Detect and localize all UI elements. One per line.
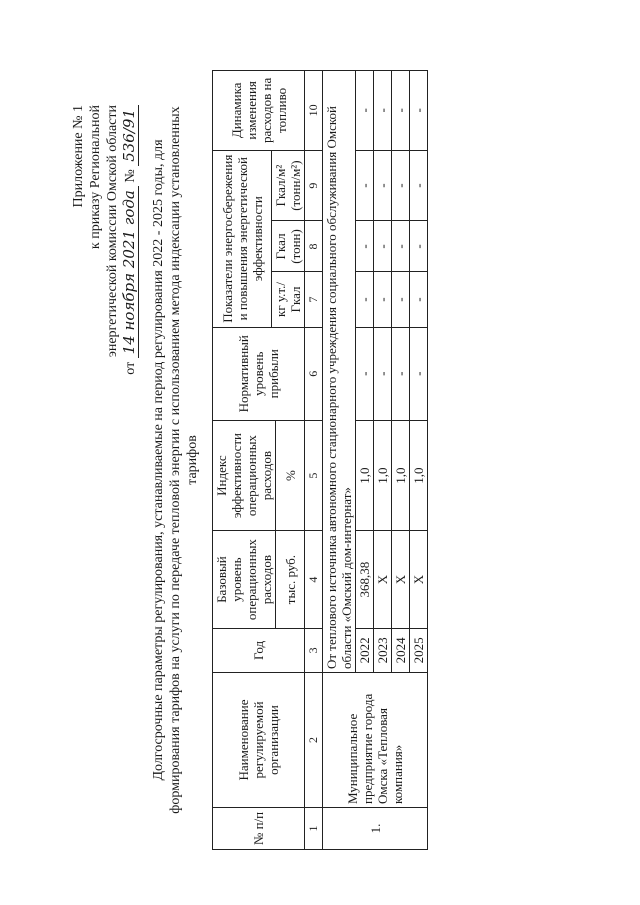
cell-c8: -: [356, 221, 374, 272]
header-num: № п/п: [213, 807, 305, 849]
col-number: 6: [305, 327, 323, 420]
appendix-line-1: Приложение № 1: [71, 105, 86, 208]
cell-year: 2023: [374, 628, 392, 672]
cell-c10: -: [374, 71, 392, 151]
appendix-line-3: энергетической комиссии Омской области: [105, 105, 120, 358]
cell-c7: -: [374, 272, 392, 327]
col-number: 2: [305, 673, 323, 808]
from-prefix: от: [123, 361, 138, 375]
cell-c10: -: [356, 71, 374, 151]
cell-c7: -: [356, 272, 374, 327]
handwritten-number: 536/91: [120, 105, 139, 166]
unit-index: %: [276, 420, 305, 531]
appendix-line-2: к приказу Региональной: [88, 105, 103, 250]
cell-c10: -: [392, 71, 410, 151]
cell-profit: -: [410, 327, 428, 420]
handwritten-date: 14 ноября 2021 года: [120, 186, 139, 358]
col-number: 8: [305, 221, 323, 272]
cell-index: 1,0: [392, 420, 410, 531]
cell-c7: -: [392, 272, 410, 327]
header-sub8: Гкал (тонн): [272, 221, 305, 272]
cell-base: X: [392, 531, 410, 628]
cell-year: 2025: [410, 628, 428, 672]
col-number: 10: [305, 71, 323, 151]
col-number: 5: [305, 420, 323, 531]
cell-c7: -: [410, 272, 428, 327]
header-fuel: Динамика изменения расходов на топливо: [213, 71, 305, 151]
cell-profit: -: [392, 327, 410, 420]
row-number: 1.: [323, 807, 428, 849]
title-line-1: Долгосрочные параметры регулирования, устанавливаемые на период регулирования 2022 - 2025 годы, для: [151, 139, 166, 781]
cell-c9: -: [392, 150, 410, 221]
col-number: 7: [305, 272, 323, 327]
cell-profit: -: [356, 327, 374, 420]
header-sub9: Гкал/м² (тонн/м²): [272, 150, 305, 221]
number-prefix: №: [123, 169, 138, 183]
appendix-block: [70, 105, 139, 575]
cell-profit: -: [374, 327, 392, 420]
appendix-line-4: [121, 105, 139, 575]
cell-index: 1,0: [410, 420, 428, 531]
col-number: 4: [305, 531, 323, 628]
cell-base: X: [374, 531, 392, 628]
cell-base: X: [410, 531, 428, 628]
cell-c8: -: [410, 221, 428, 272]
header-sub7: кг у.т./ Гкал: [272, 272, 305, 327]
cell-c9: -: [374, 150, 392, 221]
document-title: [150, 65, 201, 855]
header-profit: Нормативный уровень прибыли: [213, 327, 305, 420]
cell-index: 1,0: [356, 420, 374, 531]
cell-index: 1,0: [374, 420, 392, 531]
cell-c9: -: [410, 150, 428, 221]
header-index: Индекс эффективности операционных расходов: [213, 420, 276, 531]
cell-year: 2022: [356, 628, 374, 672]
parameters-table: [212, 70, 428, 850]
cell-c10: -: [410, 71, 428, 151]
header-org: Наименование регулируемой организации: [213, 673, 305, 808]
cell-c9: -: [356, 150, 374, 221]
col-number: 9: [305, 150, 323, 221]
org-name: Муниципальное предприятие города Омска «Тепловая компания»: [323, 673, 428, 808]
header-energy: Показатели энергосбережения и повышения энергетической эффективности: [213, 150, 272, 327]
section-heading: От теплового источника автономного стационарного учреждения социального обслуживания Омской области «Омский дом-интернат»: [323, 71, 356, 673]
header-base: Базовый уровень операционных расходов: [213, 531, 276, 628]
header-year: Год: [213, 628, 305, 672]
unit-base: тыс. руб.: [276, 531, 305, 628]
cell-year: 2024: [392, 628, 410, 672]
cell-c8: -: [392, 221, 410, 272]
col-number: 1: [305, 807, 323, 849]
cell-base: 368,38: [356, 531, 374, 628]
cell-c8: -: [374, 221, 392, 272]
title-line-3: тарифов: [185, 435, 200, 485]
col-number: 3: [305, 628, 323, 672]
title-line-2: формирования тарифов на услуги по передаче тепловой энергии с использованием метода индексации установленных: [168, 106, 183, 814]
